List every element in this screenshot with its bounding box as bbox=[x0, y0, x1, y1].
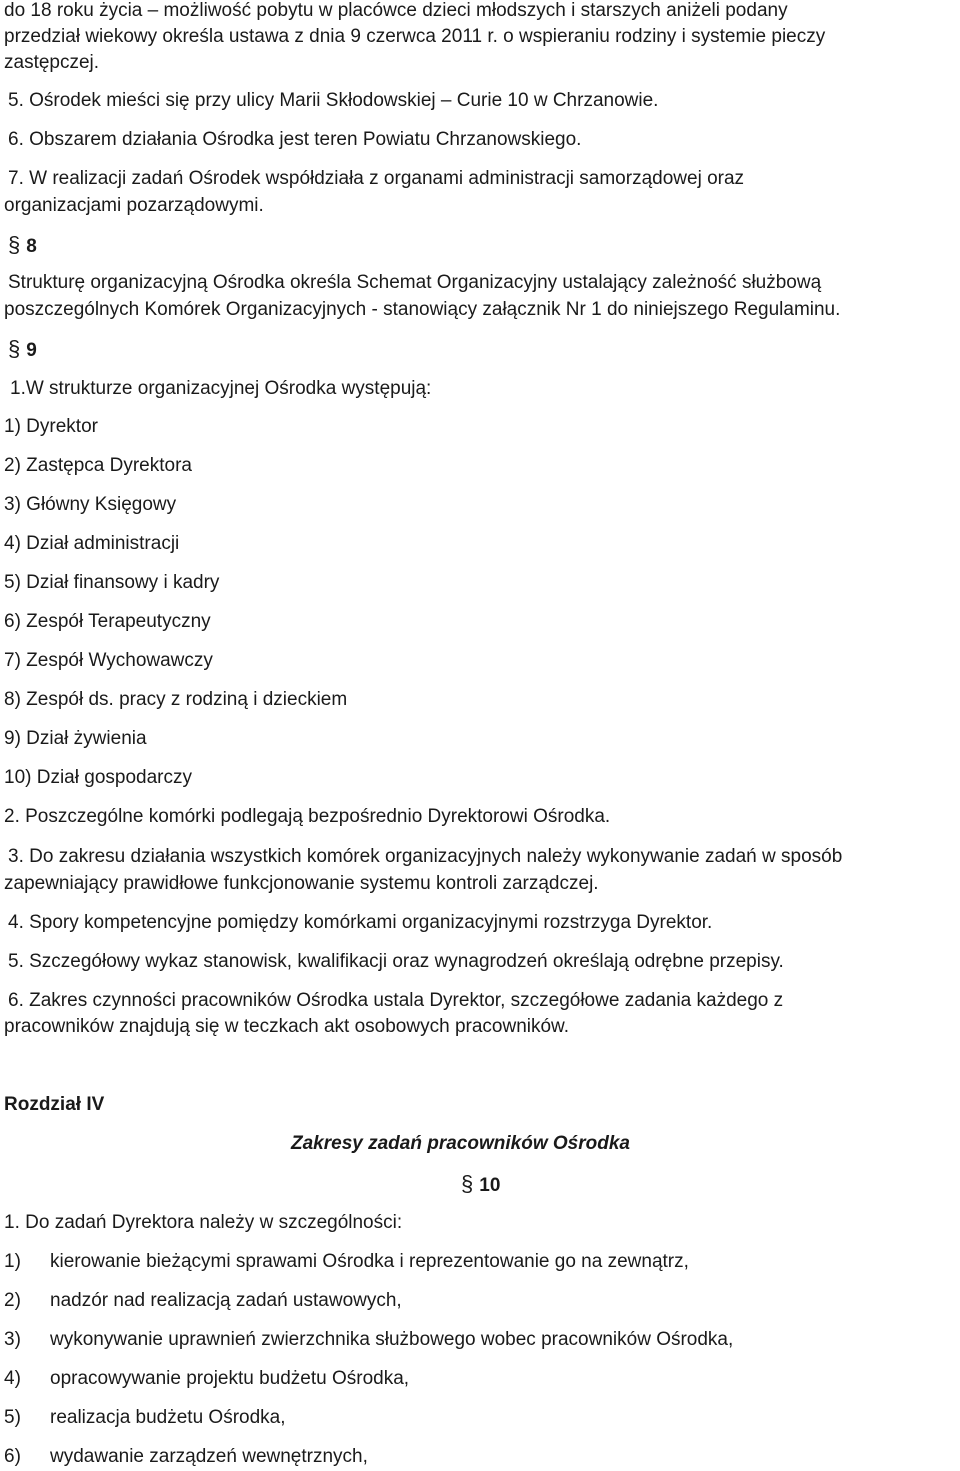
item-number: 5) bbox=[4, 1407, 21, 1428]
item-number: 1) bbox=[4, 1251, 21, 1272]
paragraph-number: 10 bbox=[479, 1175, 501, 1196]
text-line: 1.W strukturze organizacyjnej Ośrodka występują: bbox=[10, 378, 432, 399]
text-line: organizacjami pozarządowymi. bbox=[4, 195, 264, 216]
list-item: 3) Główny Księgowy bbox=[4, 494, 177, 515]
item-number: 4) bbox=[4, 1368, 21, 1389]
text-line: do 18 roku życia – możliwość pobytu w placówce dzieci młodszych i starszych aniżeli podany bbox=[4, 0, 788, 21]
item-number: 3) bbox=[4, 1329, 21, 1350]
text-line: Strukturę organizacyjną Ośrodka określa Schemat Organizacyjny ustalający zależność służbową bbox=[8, 272, 822, 293]
list-item bbox=[4, 1251, 689, 1273]
chapter-label: Rozdział IV bbox=[4, 1094, 105, 1115]
list-item: 2. Poszczególne komórki podlegają bezpośrednio Dyrektorowi Ośrodka. bbox=[4, 806, 611, 827]
text-line: pracowników znajdują się w teczkach akt osobowych pracowników. bbox=[4, 1016, 569, 1037]
list-item: 5. Ośrodek mieści się przy ulicy Marii Skłodowskiej – Curie 10 w Chrzanowie. bbox=[8, 90, 659, 111]
section-sign: § bbox=[461, 1171, 474, 1196]
paragraph-10-heading bbox=[461, 1173, 500, 1197]
list-item: 9) Dział żywienia bbox=[4, 728, 147, 749]
list-item: 7) Zespół Wychowawczy bbox=[4, 650, 213, 671]
section-sign: § bbox=[8, 336, 21, 361]
list-item: 5. Szczegółowy wykaz stanowisk, kwalifikacji oraz wynagrodzeń określają odrębne przepisy. bbox=[8, 951, 784, 972]
paragraph-8-heading bbox=[8, 234, 37, 258]
item-text: wykonywanie uprawnień zwierzchnika służbowego wobec pracowników Ośrodka, bbox=[50, 1329, 734, 1350]
list-item: 7. W realizacji zadań Ośrodek współdziała z organami administracji samorządowej oraz bbox=[8, 168, 745, 189]
text-line: zastępczej. bbox=[4, 52, 100, 73]
list-item bbox=[4, 1329, 733, 1351]
list-item: 1) Dyrektor bbox=[4, 416, 98, 437]
text-line: przedział wiekowy określa ustawa z dnia 9 czerwca 2011 r. o wspieraniu rodziny i systemie pieczy bbox=[4, 26, 826, 47]
section-sign: § bbox=[8, 232, 21, 257]
item-text: wydawanie zarządzeń wewnętrznych, bbox=[50, 1446, 368, 1467]
item-text: opracowywanie projektu budżetu Ośrodka, bbox=[50, 1368, 410, 1389]
item-text: kierowanie bieżącymi sprawami Ośrodka i reprezentowanie go na zewnątrz, bbox=[50, 1251, 689, 1272]
item-text: realizacja budżetu Ośrodka, bbox=[50, 1407, 286, 1428]
text-line: poszczególnych Komórek Organizacyjnych - stanowiący załącznik Nr 1 do niniejszego Regulaminu. bbox=[4, 299, 841, 320]
list-item bbox=[4, 1368, 409, 1390]
item-number: 6) bbox=[4, 1446, 21, 1467]
paragraph-number: 8 bbox=[26, 236, 37, 257]
list-item: 8) Zespół ds. pracy z rodziną i dzieckiem bbox=[4, 689, 348, 710]
text-line: zapewniający prawidłowe funkcjonowanie systemu kontroli zarządczej. bbox=[4, 873, 599, 894]
list-item: 6. Obszarem działania Ośrodka jest teren Powiatu Chrzanowskiego. bbox=[8, 129, 582, 150]
paragraph-9-heading bbox=[8, 338, 37, 362]
chapter-title: Zakresy zadań pracowników Ośrodka bbox=[291, 1133, 630, 1154]
list-item bbox=[4, 1446, 368, 1468]
item-number: 2) bbox=[4, 1290, 21, 1311]
list-item: 3. Do zakresu działania wszystkich komórek organizacyjnych należy wykonywanie zadań w sposób bbox=[8, 846, 843, 867]
list-item: 6) Zespół Terapeutyczny bbox=[4, 611, 211, 632]
list-item: 2) Zastępca Dyrektora bbox=[4, 455, 192, 476]
list-item: 4. Spory kompetencyjne pomiędzy komórkami organizacyjnymi rozstrzyga Dyrektor. bbox=[8, 912, 713, 933]
list-item: 5) Dział finansowy i kadry bbox=[4, 572, 220, 593]
list-item: 10) Dział gospodarczy bbox=[4, 767, 192, 788]
list-item bbox=[4, 1407, 286, 1429]
text-line: 1. Do zadań Dyrektora należy w szczególności: bbox=[4, 1212, 403, 1233]
list-item: 6. Zakres czynności pracowników Ośrodka ustala Dyrektor, szczegółowe zadania każdego z bbox=[8, 990, 784, 1011]
list-item: 4) Dział administracji bbox=[4, 533, 180, 554]
item-text: nadzór nad realizacją zadań ustawowych, bbox=[50, 1290, 402, 1311]
paragraph-number: 9 bbox=[26, 340, 37, 361]
list-item bbox=[4, 1290, 402, 1312]
